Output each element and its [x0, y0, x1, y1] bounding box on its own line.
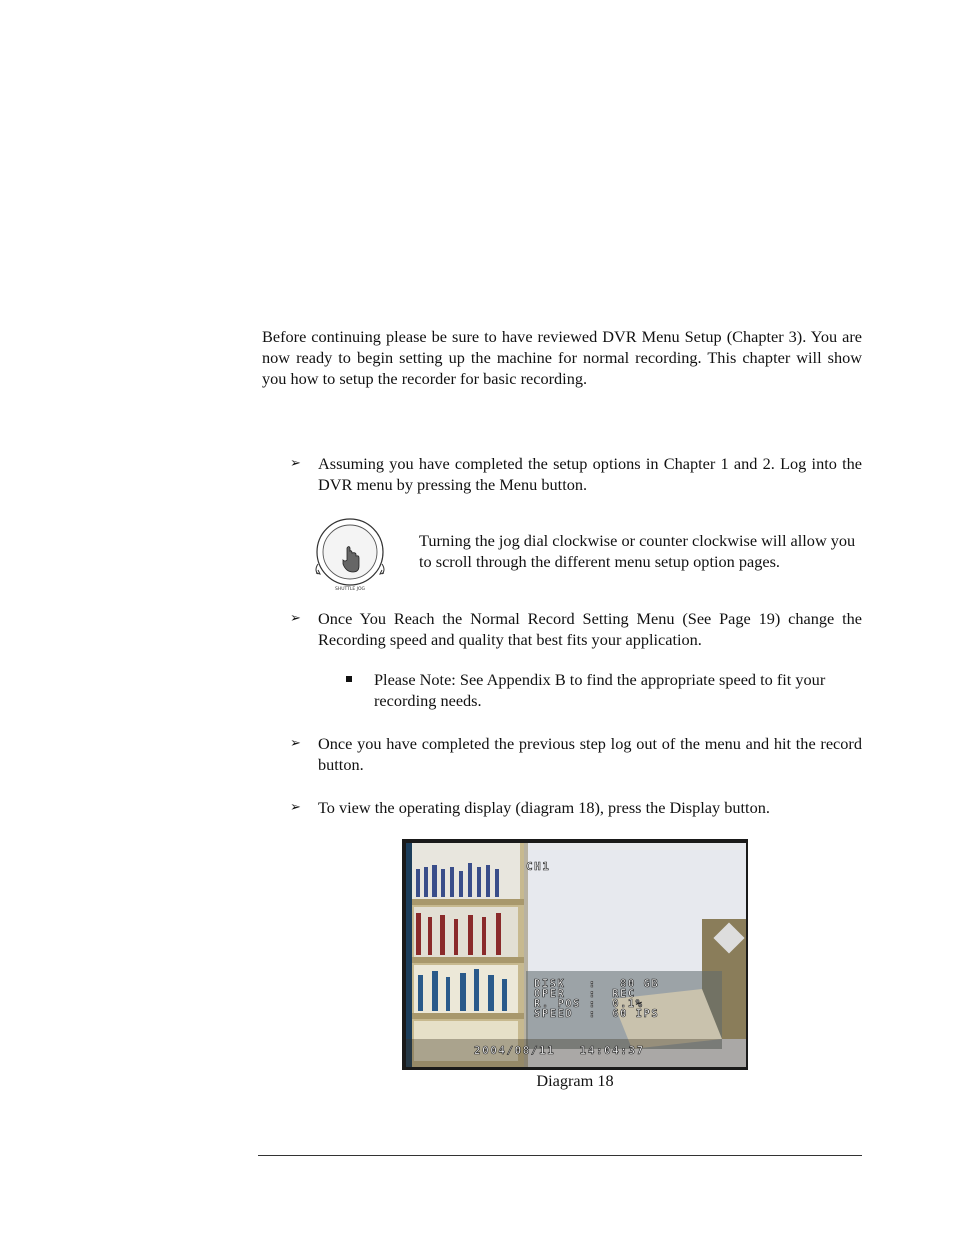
osd-rpos: R. POS : 0.1%	[534, 998, 644, 1010]
step-text: Once you have completed the previous step log out of the menu and hit the record button.	[318, 734, 862, 774]
diagram-caption: Diagram 18	[536, 1071, 614, 1090]
note-text: Please Note: See Appendix B to find the appropriate speed to fit your recording needs.	[374, 670, 826, 710]
step-item-record-setting	[290, 608, 862, 650]
step-item-login	[290, 453, 862, 495]
footer-rule	[258, 1155, 862, 1156]
arrow-bullet-icon: ➢	[290, 456, 301, 471]
square-bullet-icon	[346, 676, 352, 682]
step-item-logout	[290, 733, 862, 775]
osd-disk: DISK : 80 GB	[534, 978, 660, 990]
intro-paragraph: Before continuing please be sure to have reviewed DVR Menu Setup (Chapter 3). You are now ready to begin setting up the machine for normal recording. This chapter will show you how to setup the recorder for basic recording.	[262, 327, 862, 388]
step-text: To view the operating display (diagram 18), press the Display button.	[318, 798, 770, 817]
note-item	[346, 669, 856, 711]
arrow-bullet-icon: ➢	[290, 800, 301, 815]
osd-datetime: 2004/08/11 14:04:37	[474, 1044, 645, 1057]
step-text: Assuming you have completed the setup options in Chapter 1 and 2. Log into the DVR menu by pressing the Menu button.	[318, 454, 862, 494]
osd-oper: OPER : REC	[534, 988, 636, 1000]
arrow-bullet-icon: ➢	[290, 611, 301, 626]
arrow-bullet-icon: ➢	[290, 736, 301, 751]
operating-display-screenshot	[402, 839, 748, 1070]
jog-dial-illustration	[312, 512, 390, 592]
step-text: Once You Reach the Normal Record Setting Menu (See Page 19) change the Recording speed and quality that best fits your application.	[318, 609, 862, 649]
jog-label: SHUTTLE JOG	[334, 587, 366, 592]
osd-speed: SPEED : 60 IPS	[534, 1008, 660, 1020]
jog-dial-tip: Turning the jog dial clockwise or counter clockwise will allow you to scroll through the different menu setup option pages.	[419, 531, 856, 571]
step-item-display	[290, 797, 862, 818]
osd-channel: CH1	[526, 860, 551, 873]
